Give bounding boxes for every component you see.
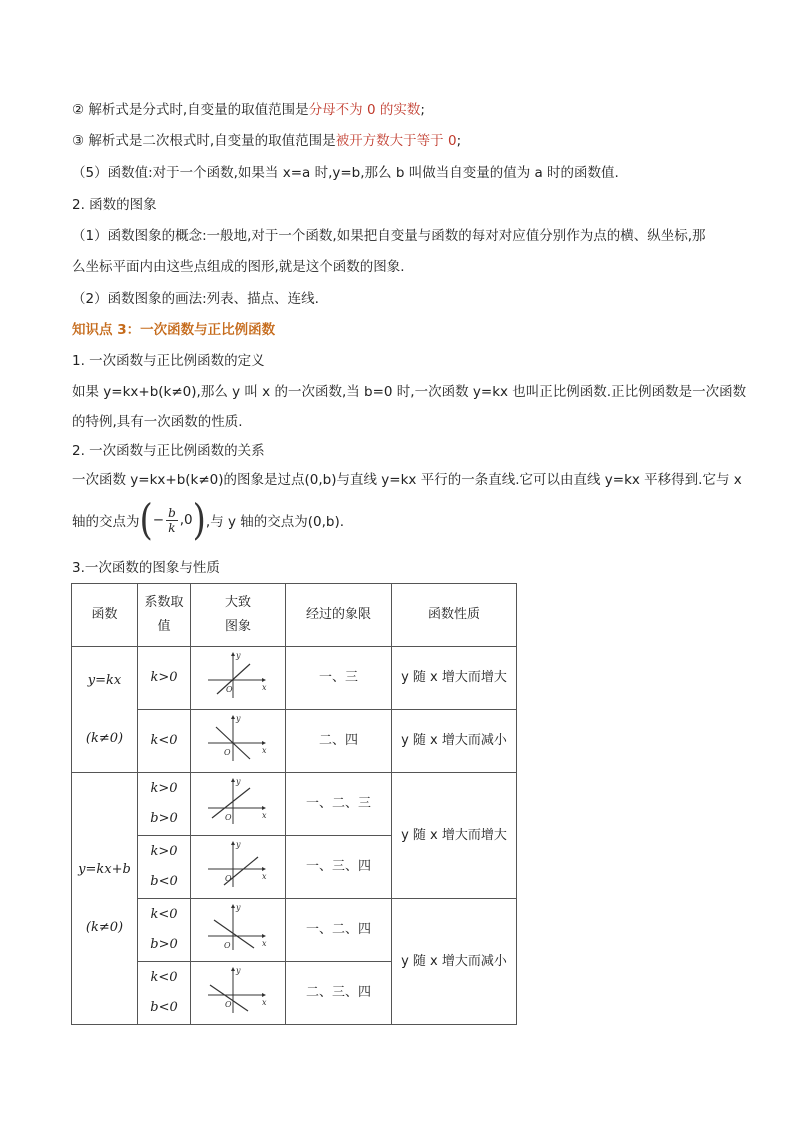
proportional-function-cell xyxy=(72,647,138,773)
graph-kpos-origin xyxy=(206,650,270,700)
graph-cell xyxy=(191,836,286,899)
fraction-zero: ,0 xyxy=(179,512,193,528)
table-header-row xyxy=(72,584,517,647)
table-row xyxy=(72,647,517,710)
linear-formula: y=kx+b xyxy=(78,861,131,877)
punctuation: ; xyxy=(420,102,425,118)
highlight-fraction-range: 分母不为 0 的实数 xyxy=(308,102,421,118)
graph-drawing-method: （2）函数图象的画法:列表、描点、连线. xyxy=(72,291,319,307)
range-fraction-line xyxy=(72,100,425,120)
graph-cell xyxy=(191,647,286,710)
linear-function-cell xyxy=(72,773,138,1025)
table-row xyxy=(72,773,517,836)
function-value-line: （5）函数值:对于一个函数,如果当 x=a 时,y=b,那么 b 叫做当自变量的值为 a 时的函数值. xyxy=(72,165,619,181)
x-axis-label: x xyxy=(262,745,267,755)
graph-cell xyxy=(191,773,286,836)
graph-kneg-bneg xyxy=(206,965,270,1015)
left-paren: ( xyxy=(139,495,153,545)
section-definition: 1. 一次函数与正比例函数的定义 xyxy=(72,353,265,369)
header-graph-line2: 图象 xyxy=(224,619,251,634)
coef-b: b<0 xyxy=(150,1000,178,1015)
graph-kpos-bneg xyxy=(206,839,270,889)
x-axis-label: x xyxy=(262,938,267,948)
graph-cell xyxy=(191,962,286,1025)
origin-label: O xyxy=(224,747,231,757)
origin-label: O xyxy=(226,684,233,694)
y-axis-label: y xyxy=(236,839,241,849)
header-quadrants: 经过的象限 xyxy=(286,584,392,647)
graph-kpos-bpos xyxy=(206,776,270,826)
header-coefficient-line1: 系数取 xyxy=(144,595,184,610)
property-cell: y 随 x 增大而减小 xyxy=(392,899,517,1025)
y-axis-label: y xyxy=(236,650,241,660)
linear-function-table xyxy=(71,583,517,1025)
coef-cell xyxy=(138,836,191,899)
origin-label: O xyxy=(225,812,232,822)
quadrants-cell: 一、二、四 xyxy=(286,899,392,962)
definition-line-2: 的特例,具有一次函数的性质. xyxy=(72,414,243,430)
proportional-condition: (k≠0) xyxy=(85,730,124,746)
coef-k: k>0 xyxy=(150,844,178,859)
table-row xyxy=(72,710,517,773)
y-axis-label: y xyxy=(236,902,241,912)
coef-b: b<0 xyxy=(150,874,178,889)
knowledge-point-heading: 知识点 3：一次函数与正比例函数 xyxy=(72,322,276,338)
quadrants-cell: 一、三、四 xyxy=(286,836,392,899)
quadrants-cell: 二、四 xyxy=(286,710,392,773)
graph-concept-line-1: （1）函数图象的概念:一般地,对于一个函数,如果把自变量与函数的每对对应值分别作为点的横、纵坐标,那 xyxy=(72,228,706,244)
definition-line-1: 如果 y=kx+b(k≠0),那么 y 叫 x 的一次函数,当 b=0 时,一次函数 y=kx 也叫正比例函数.正比例函数是一次函数 xyxy=(72,384,747,400)
coef-cell: k>0 xyxy=(138,647,191,710)
proportional-formula: y=kx xyxy=(87,672,122,688)
y-intercept-text: ,与 y 轴的交点为(0,b). xyxy=(205,514,345,530)
relation-line-1: 一次函数 y=kx+b(k≠0)的图象是过点(0,b)与直线 y=kx 平行的一条直线.它可以由直线 y=kx 平移得到.它与 x xyxy=(72,472,742,488)
coef-cell: k<0 xyxy=(138,710,191,773)
x-axis-label: x xyxy=(262,997,267,1007)
x-axis-label: x xyxy=(262,682,267,692)
coef-cell xyxy=(138,773,191,836)
section-relation: 2. 一次函数与正比例函数的关系 xyxy=(72,443,265,459)
coef-k: k<0 xyxy=(150,907,178,922)
fraction-b-over-k xyxy=(166,506,178,535)
x-axis-label: x xyxy=(262,810,267,820)
linear-condition: (k≠0) xyxy=(85,919,124,935)
coef-cell xyxy=(138,962,191,1025)
graph-kneg-origin xyxy=(206,713,270,763)
quadrants-cell: 一、三 xyxy=(286,647,392,710)
right-paren: ) xyxy=(192,495,206,545)
fraction-denominator: k xyxy=(168,520,176,535)
highlight-radical-range: 被开方数大于等于 0 xyxy=(335,133,457,149)
y-axis-label: y xyxy=(236,965,241,975)
table-row xyxy=(72,899,517,962)
graph-cell xyxy=(191,710,286,773)
table-caption: 3.一次函数的图象与性质 xyxy=(72,560,220,576)
graph-cell xyxy=(191,899,286,962)
coef-k: k<0 xyxy=(150,970,178,985)
graph-kneg-bpos xyxy=(206,902,270,952)
punctuation: ; xyxy=(456,133,462,149)
origin-label: O xyxy=(225,873,232,883)
coef-b: b>0 xyxy=(150,811,178,826)
header-graph xyxy=(191,584,286,647)
fraction-numerator: b xyxy=(168,505,176,520)
text-fraction-range: ② 解析式是分式时,自变量的取值范围是 xyxy=(72,102,309,118)
header-coefficient xyxy=(138,584,191,647)
intercept-line xyxy=(72,495,345,545)
section-function-graph: 2. 函数的图象 xyxy=(72,197,157,213)
property-cell: y 随 x 增大而减小 xyxy=(392,710,517,773)
coef-k: k>0 xyxy=(150,781,178,796)
y-axis-label: y xyxy=(236,776,241,786)
header-graph-line1: 大致 xyxy=(224,595,251,610)
header-function: 函数 xyxy=(72,584,138,647)
minus-sign: − xyxy=(152,512,165,528)
coef-cell xyxy=(138,899,191,962)
property-cell: y 随 x 增大而增大 xyxy=(392,773,517,899)
y-axis-label: y xyxy=(236,713,241,723)
x-axis-label: x xyxy=(262,871,267,881)
quadrants-cell: 二、三、四 xyxy=(286,962,392,1025)
quadrants-cell: 一、二、三 xyxy=(286,773,392,836)
origin-label: O xyxy=(225,999,232,1009)
origin-label: O xyxy=(224,940,231,950)
coef-b: b>0 xyxy=(150,937,178,952)
graph-concept-line-2: 么坐标平面内由这些点组成的图形,就是这个函数的图象. xyxy=(72,259,405,275)
property-cell: y 随 x 增大而增大 xyxy=(392,647,517,710)
header-property: 函数性质 xyxy=(392,584,517,647)
range-radical-line xyxy=(72,131,461,151)
intercept-text: 轴的交点为 xyxy=(72,514,140,530)
text-radical-range: ③ 解析式是二次根式时,自变量的取值范围是 xyxy=(72,133,336,149)
header-coefficient-line2: 值 xyxy=(157,619,171,634)
